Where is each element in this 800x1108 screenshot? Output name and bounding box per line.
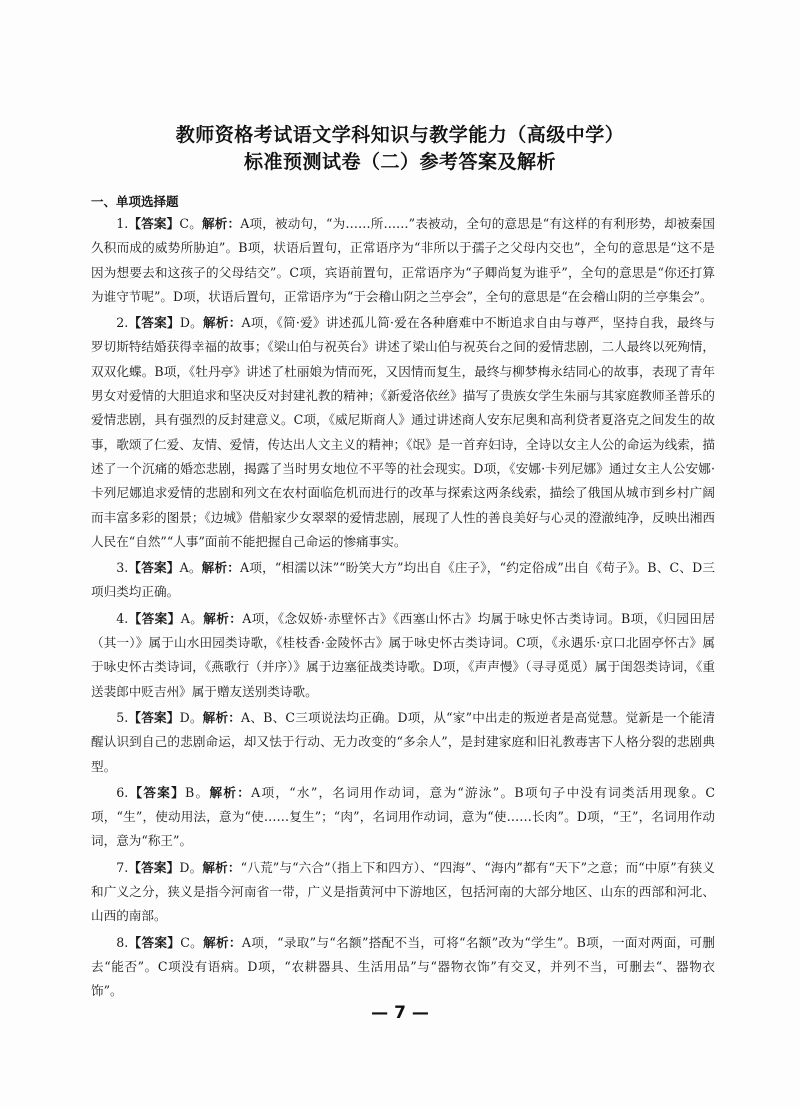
page-number: — 7 — bbox=[371, 1003, 429, 1023]
explanation-label: 解析： bbox=[203, 610, 243, 626]
answer-item-5 bbox=[91, 706, 715, 779]
item-number: 6. bbox=[116, 784, 129, 800]
answer-item-4 bbox=[91, 607, 715, 704]
document-subtitle: 标准预测试卷（二）参考答案及解析 bbox=[243, 151, 556, 173]
answer-label: 【答案】 bbox=[128, 560, 180, 576]
item-number: 7. bbox=[116, 859, 129, 875]
answer-value: C。 bbox=[179, 216, 202, 231]
explanation-text: A项，“录取”与“名额”搭配不当，可将“名额”改为“学生”。B项，一面对两面，可删去“能否”。C项没有语病。D项，“农耕器具、生活用品”与“器物衣饰”有交叉，并列不当，可删去“、器物衣饰”。 bbox=[91, 934, 716, 999]
answer-item-2 bbox=[91, 311, 715, 554]
answer-label: 【答案】 bbox=[128, 216, 180, 231]
explanation-text: A项，“水”，名词用作动词，意为“游泳”。B项句子中没有词类活用现象。C项，“生”，使动用法，意为“使……复生”；“肉”，名词用作动词，意为“使……长肉”。D项，“王”，名词用作动词，意为“称王”。 bbox=[91, 784, 715, 849]
answer-item-8 bbox=[91, 931, 715, 1004]
document-title: 教师资格考试语文学科知识与教学能力（高级中学） bbox=[175, 124, 625, 146]
explanation-label: 解析： bbox=[201, 216, 241, 231]
item-number: 3. bbox=[116, 560, 129, 576]
explanation-text: A项，被动句，“为……所……”表被动，全句的意思是“有这样的有利形势，却被秦国久积而成的威势所胁迫”。B项，状语后置句，正常语序为“非所以于孺子之父母内交也”，全句的意思是“这不是因为想要去和这孩子的父母结交”。C项，宾语前置句，正常语序为“子卿尚复为谁乎”，全句的意思是“你还打算为谁守节呢”。D项，状语后置句，正常语序为“于会稽山阴之兰亭会”，全句的意思是“在会稽山阴的兰亭集会”。 bbox=[91, 216, 716, 304]
answer-label: 【答案】 bbox=[128, 784, 186, 800]
answer-label: 【答案】 bbox=[128, 610, 181, 626]
answer-value: D。 bbox=[179, 315, 204, 331]
answer-item-3 bbox=[91, 556, 715, 605]
item-number: 8. bbox=[116, 934, 129, 950]
answer-list bbox=[91, 212, 715, 1006]
explanation-label: 解析： bbox=[203, 934, 242, 950]
answer-item-7 bbox=[91, 856, 715, 929]
explanation-text: A项，《简·爱》讲述孤儿简·爱在各种磨难中不断追求自由与尊严，坚持自我，最终与罗切斯特结婚获得幸福的故事；《梁山伯与祝英台》讲述了梁山伯与祝英台之间的爱情悲剧，二人最终以死殉情，双双化蝶。B项，《牡丹亭》讲述了杜丽娘为情而死，又因情而复生，最终与柳梦梅永结同心的故事，表现了青年男女对爱情的大胆追求和坚决反对封建礼教的精神；《新爱洛依丝》描写了贵族女学生朱丽与其家庭教师圣普乐的爱情悲剧，具有强烈的反封建意义。C项，《威尼斯商人》通过讲述商人安东尼奥和高利贷者夏洛克之间发生的故事，歌颂了仁爱、友情、爱情，传达出人文主义的精神；《氓》是一首弃妇诗，全诗以女主人公的命运为线索，描述了一个沉痛的婚恋悲剧，揭露了当时男女地位不平等的社会现实。D项，《安娜·卡列尼娜》通过女主人公安娜·卡列尼娜追求爱情的悲剧和列文在农村面临危机而进行的改革与探索这两条线索，描绘了俄国从城市到乡村广阔而丰富多彩的图景；《边城》借船家少女翠翠的爱情悲剧，展现了人性的善良美好与心灵的澄澈纯净，反映出湘西人民在“自然”“人事”面前不能把握自己命运的惨痛事实。 bbox=[91, 315, 715, 549]
item-number: 5. bbox=[116, 709, 129, 725]
item-number: 4. bbox=[116, 610, 129, 626]
answer-value: A。 bbox=[180, 610, 204, 626]
answer-value: A。 bbox=[179, 560, 202, 576]
explanation-text: A项，《念奴娇·赤壁怀古》《西塞山怀古》均属于咏史怀古类诗词。B项，《归园田居（其一）》属于山水田园类诗歌，《桂枝香·金陵怀古》属于咏史怀古类诗词。C项，《永遇乐·京口北固亭怀古》属于咏史怀古类诗词，《燕歌行（并序）》属于边塞征战类诗歌。D项，《声声慢》（寻寻觅觅）属于闺怨类诗词，《重送裴郎中贬吉州》属于赠友送别类诗歌。 bbox=[91, 610, 716, 699]
explanation-label: 解析： bbox=[202, 709, 242, 725]
explanation-text: “八荒”与“六合”（指上下和四方）、“四海”、“海内”都有“天下”之意；而“中原”有狭义和广义之分，狭义是指今河南省一带，广义是指黄河中下游地区，包括河南的大部分地区、山东的西部和河北、山西的南部。 bbox=[91, 859, 715, 924]
item-number: 1. bbox=[116, 216, 129, 231]
explanation-text: A、B、C三项说法均正确。D项，从“家”中出走的叛逆者是高觉慧。觉新是一个能清醒认识到自己的悲剧命运，却又怯于行动、无力改变的“多余人”，是封建家庭和旧礼教毒害下人格分裂的悲剧典型。 bbox=[91, 709, 716, 774]
section-heading: 一、单项选择题 bbox=[91, 194, 179, 209]
answer-item-6 bbox=[91, 781, 715, 854]
answer-label: 【答案】 bbox=[128, 859, 180, 875]
answer-value: D。 bbox=[179, 709, 203, 725]
answer-label: 【答案】 bbox=[128, 934, 181, 950]
answer-value: B。 bbox=[185, 784, 210, 800]
answer-label: 【答案】 bbox=[128, 315, 180, 331]
item-number: 2. bbox=[116, 315, 129, 331]
explanation-label: 解析： bbox=[202, 859, 241, 875]
explanation-label: 解析： bbox=[209, 784, 252, 800]
explanation-label: 解析： bbox=[201, 560, 241, 576]
answer-value: D。 bbox=[179, 859, 203, 875]
answer-value: C。 bbox=[180, 934, 204, 950]
answer-item-1 bbox=[91, 212, 715, 309]
answer-label: 【答案】 bbox=[128, 709, 180, 725]
explanation-label: 解析： bbox=[203, 315, 242, 331]
explanation-text: A项，“相濡以沫”“盼笑大方”均出自《庄子》，“约定俗成”出自《荀子》。B、C、D三项归类均正确。 bbox=[91, 560, 715, 600]
